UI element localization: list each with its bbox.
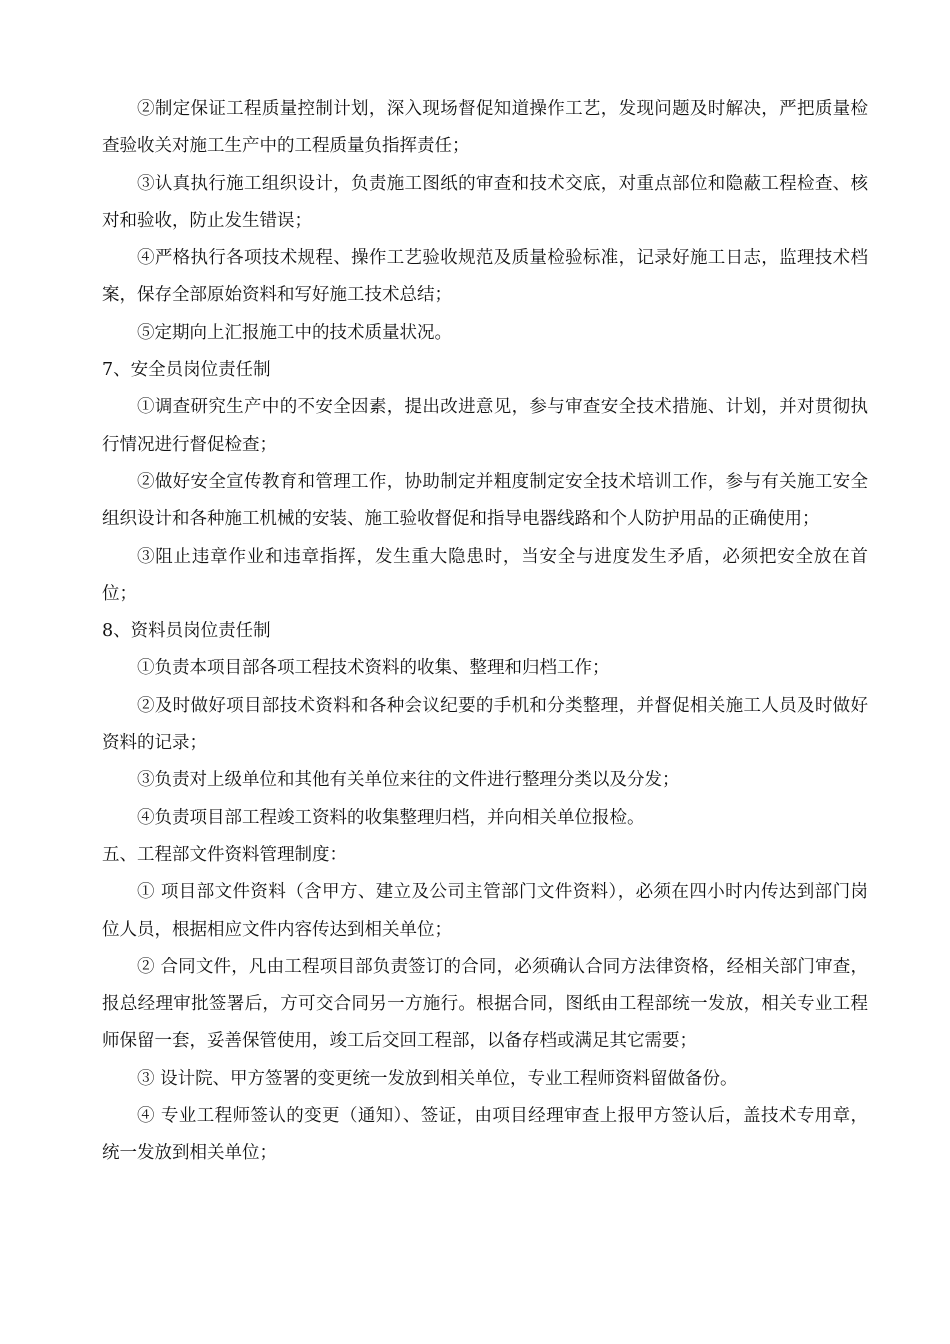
paragraph-item: ③负责对上级单位和其他有关单位来往的文件进行整理分类以及分发；: [137, 770, 680, 791]
paragraph-item: ④ 专业工程师签认的变更（通知）、签证，由项目经理审查上报甲方签认后，盖技术专用章，统一发放到相关单位；: [102, 1106, 868, 1164]
paragraph-item: ③阻止违章作业和违章指挥，发生重大隐患时，当安全与进度发生矛盾，必须把安全放在首位；: [102, 546, 868, 604]
paragraph-item: ②制定保证工程质量控制计划，深入现场督促知道操作工艺，发现问题及时解决，严把质量检查验收关对施工生产中的工程质量负指挥责任；: [102, 99, 868, 157]
paragraph-item: ① 项目部文件资料（含甲方、建立及公司主管部门文件资料），必须在四小时内传达到部门岗位人员，根据相应文件内容传达到相关单位；: [102, 882, 868, 940]
paragraph-item: ①负责本项目部各项工程技术资料的收集、整理和归档工作；: [137, 658, 610, 679]
paragraph-item: ②及时做好项目部技术资料和各种会议纪要的手机和分类整理，并督促相关施工人员及时做好资料的记录；: [102, 695, 868, 754]
section-heading: 8、资料员岗位责任制: [102, 621, 271, 642]
paragraph-item: ①调查研究生产中的不安全因素，提出改进意见，参与审查安全技术措施、计划，并对贯彻执行情况进行督促检查；: [102, 397, 868, 455]
section-heading: 7、安全员岗位责任制: [102, 360, 271, 381]
paragraph-item: ④负责项目部工程竣工资料的收集整理归档，并向相关单位报检。: [137, 807, 645, 828]
paragraph-item: ④严格执行各项技术规程、操作工艺验收规范及质量检验标准，记录好施工日志，监理技术档案，保存全部原始资料和写好施工技术总结；: [102, 248, 868, 306]
paragraph-item: ⑤定期向上汇报施工中的技术质量状况。: [137, 322, 452, 343]
paragraph-item: ③认真执行施工组织设计，负责施工图纸的审查和技术交底，对重点部位和隐蔽工程检查、核对和验收，防止发生错误；: [102, 173, 868, 231]
paragraph-item: ② 合同文件，凡由工程项目部负责签订的合同，必须确认合同方法律资格，经相关部门审查，报总经理审批签署后，方可交合同另一方施行。根据合同，图纸由工程部统一发放，相关专业工程师保留一套，妥善保管使用，竣工后交回工程部，以备存档或满足其它需要；: [102, 956, 868, 1052]
paragraph-item: ②做好安全宣传教育和管理工作，协助制定并粗度制定安全技术培训工作，参与有关施工安全组织设计和各种施工机械的安装、施工验收督促和指导电器线路和个人防护用品的正确使用；: [102, 471, 868, 530]
document-body: [102, 91, 868, 1173]
section-heading: 五、工程部文件资料管理制度：: [102, 844, 347, 865]
paragraph-item: ③ 设计院、甲方签署的变更统一发放到相关单位，专业工程师资料留做备份。: [137, 1068, 738, 1089]
